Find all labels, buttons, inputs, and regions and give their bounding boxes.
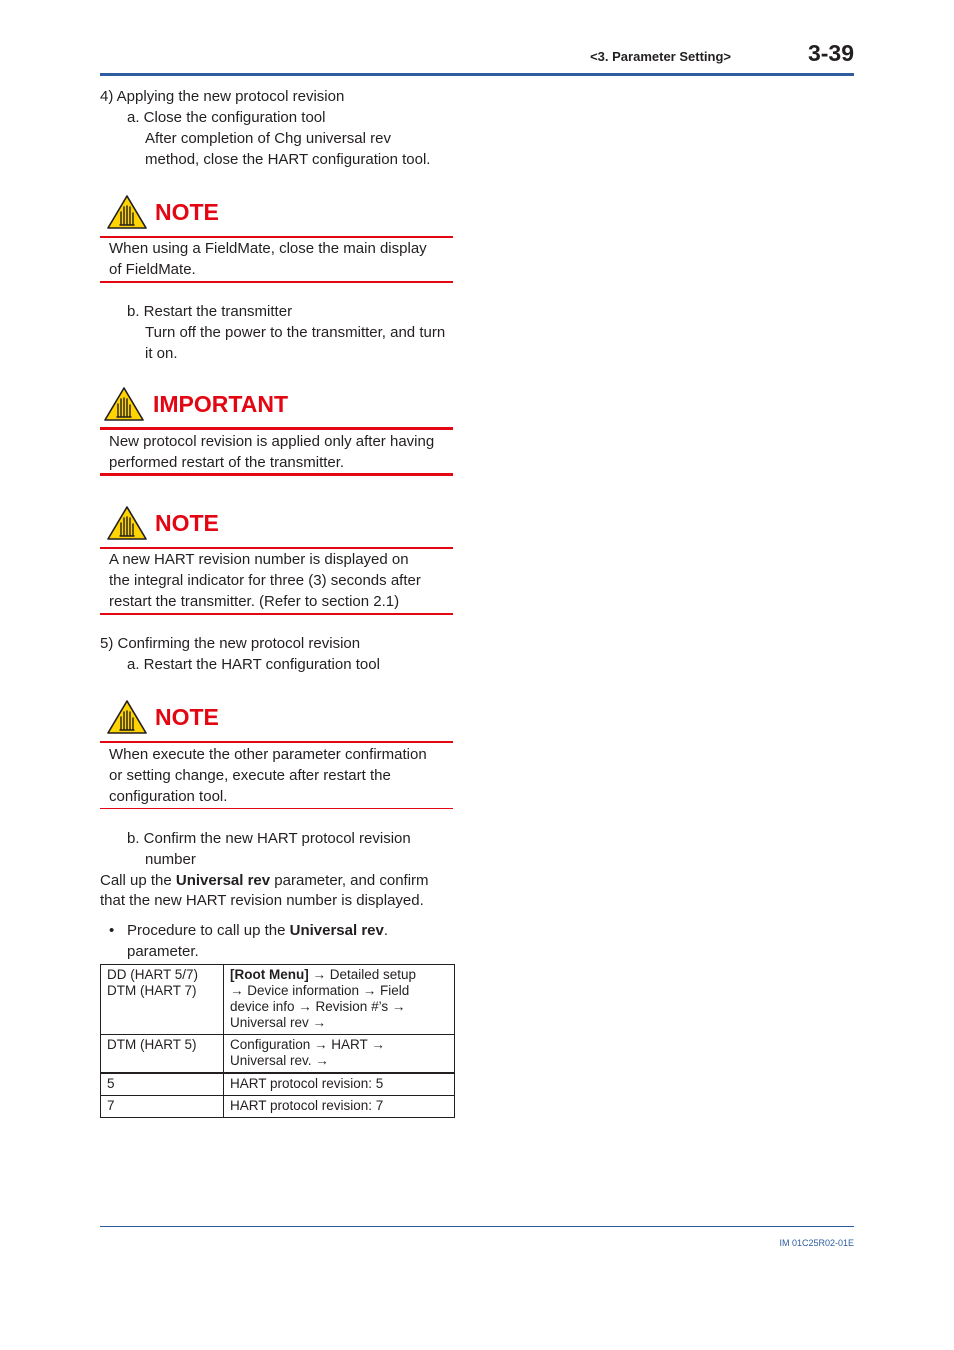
note-bottom-rule	[100, 613, 453, 615]
table-cell	[101, 965, 224, 1035]
step4-b-title: b. Restart the transmitter	[127, 303, 293, 320]
cell-line: device info → Revision #’s →	[230, 999, 406, 1014]
note-text-1: When using a FieldMate, close the main display	[109, 240, 427, 257]
bullet-text-1	[127, 920, 388, 941]
table-cell: 5	[101, 1073, 224, 1096]
page-number: 3-39	[807, 40, 854, 66]
table-cell	[224, 965, 455, 1035]
step5-a-title: a. Restart the HART configuration tool	[127, 656, 380, 673]
section-title: <3. Parameter Setting>	[590, 49, 731, 64]
cell-line	[230, 967, 448, 983]
cell-line: Configuration → HART →	[230, 1037, 385, 1052]
warning-hand-icon	[103, 386, 145, 422]
note-bottom-rule	[100, 281, 453, 283]
step5-b-title-1: b. Confirm the new HART protocol revision	[127, 830, 411, 847]
bullet-mark: •	[109, 922, 115, 939]
cell-line: DTM (HART 7)	[107, 983, 197, 998]
text-span: → Detailed setup	[308, 967, 417, 982]
important-text-2: performed restart of the transmitter.	[109, 454, 345, 471]
document-id: IM 01C25R02-01E	[779, 1238, 854, 1248]
note-text-2: or setting change, execute after restart the	[109, 767, 391, 784]
step5-heading: 5) Confirming the new protocol revision	[100, 635, 361, 652]
table-row	[101, 1096, 455, 1118]
caution-hand-icon	[106, 699, 148, 735]
parameter-name: Universal rev	[175, 872, 271, 889]
cell-line: DD (HART 5/7)	[107, 967, 199, 982]
text-span: Procedure to call up the	[127, 922, 290, 939]
important-top-rule	[100, 427, 453, 430]
note-text-2: the integral indicator for three (3) seconds after	[109, 572, 421, 589]
table-row	[101, 1035, 455, 1074]
menu-path-root: [Root Menu]	[230, 967, 309, 982]
note-text-1: A new HART revision number is displayed on	[109, 551, 409, 568]
cell-line: DTM (HART 5)	[107, 1037, 197, 1052]
step5-b-title-2: number	[145, 851, 196, 868]
important-title: IMPORTANT	[153, 391, 289, 417]
table-cell	[224, 1035, 455, 1074]
table-row	[101, 1073, 455, 1096]
procedure-table	[100, 964, 455, 1118]
step5-paragraph-2: that the new HART revision number is displayed.	[100, 892, 424, 909]
bullet-text-2: parameter.	[127, 943, 199, 960]
note-title: NOTE	[155, 199, 219, 225]
step4-heading: 4) Applying the new protocol revision	[100, 88, 345, 105]
caution-hand-icon	[106, 194, 148, 230]
step4-b-desc-2: it on.	[145, 345, 178, 362]
table-row	[101, 965, 455, 1035]
step4-b-desc-1: Turn off the power to the transmitter, and turn	[145, 324, 446, 341]
important-bottom-rule	[100, 473, 453, 476]
step4-a-desc-1: After completion of Chg universal rev	[145, 130, 391, 147]
step4-a-desc-2: method, close the HART configuration tool.	[145, 151, 431, 168]
text-span: Call up the	[100, 872, 176, 889]
text-span: parameter, and confirm	[270, 872, 429, 889]
note-text-3: restart the transmitter. (Refer to section 2.1)	[109, 593, 400, 610]
table-cell	[101, 1035, 224, 1074]
note-title: NOTE	[155, 510, 219, 536]
cell-line: → Device information → Field	[230, 983, 410, 998]
table-cell: 7	[101, 1096, 224, 1118]
text-span: .	[383, 922, 389, 939]
cell-line: Universal rev →	[230, 1015, 327, 1030]
note-title: NOTE	[155, 704, 219, 730]
header-rule	[100, 73, 854, 76]
note-top-rule	[100, 741, 453, 743]
table-cell: HART protocol revision: 5	[224, 1073, 455, 1096]
note-text-1: When execute the other parameter confirmation	[109, 746, 427, 763]
table-cell: HART protocol revision: 7	[224, 1096, 455, 1118]
step4-a-title: a. Close the configuration tool	[127, 109, 326, 126]
footer-rule	[100, 1226, 854, 1227]
caution-hand-icon	[106, 505, 148, 541]
note-bottom-rule	[100, 808, 453, 809]
important-text-1: New protocol revision is applied only after having	[109, 433, 435, 450]
parameter-name: Universal rev	[289, 922, 384, 939]
cell-line: Universal rev. →	[230, 1053, 329, 1068]
step5-paragraph-1	[100, 870, 429, 891]
note-text-2: of FieldMate.	[109, 261, 196, 278]
note-text-3: configuration tool.	[109, 788, 228, 805]
